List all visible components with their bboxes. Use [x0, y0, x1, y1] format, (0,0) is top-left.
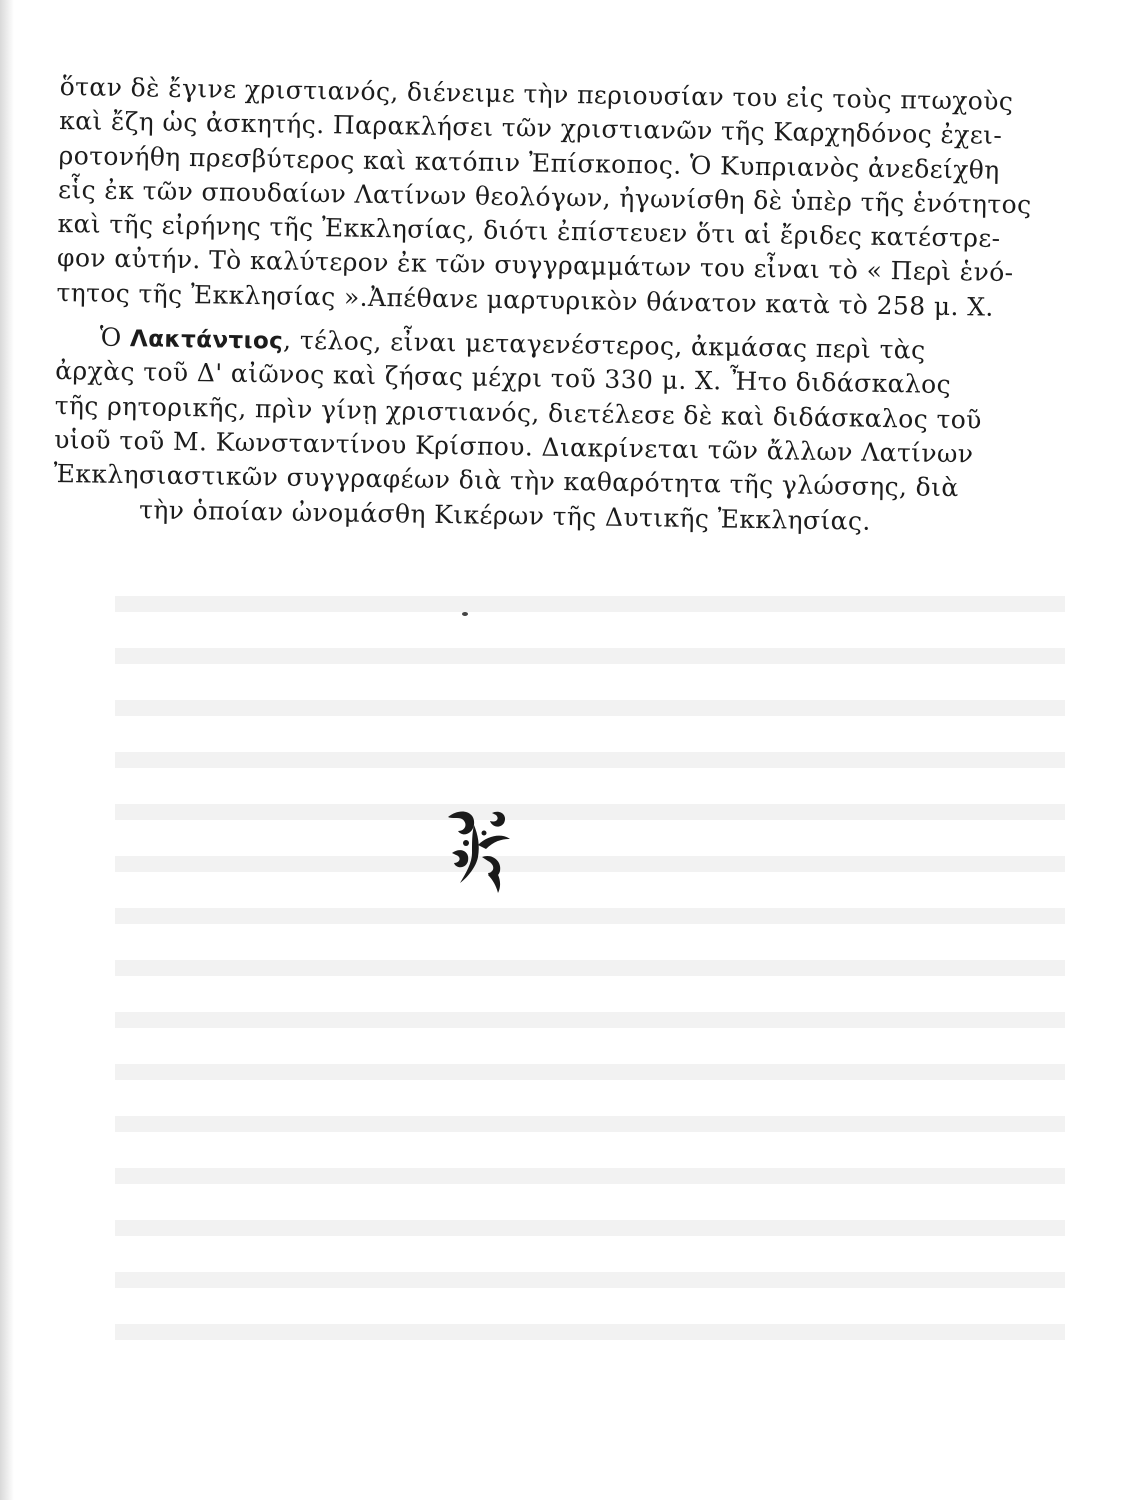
text-line: καὶ τῆς εἰρήνης τῆς Ἐκκλησίας, διότι ἐπίστευεν ὅτι αἱ ἔριδες κατέστρε- [57, 209, 1001, 253]
text-line: ὅταν δὲ ἔγινε χριστιανός, διένειμε τὴν περιουσίαν του εἰς τοὺς πτωχοὺς [59, 71, 1014, 116]
print-speck [462, 612, 468, 616]
text-line: τητος τῆς Ἐκκλησίας ».Ἀπέθανε μαρτυρικὸν θάνατον κατὰ τὸ 258 μ. Χ. [56, 277, 994, 322]
bold-name: Λακτάντιος [129, 326, 284, 355]
page-gutter-shadow [0, 0, 14, 1500]
text-line: υἱοῦ τοῦ Μ. Κωνσταντίνου Κρίσπου. Διακρίνεται τῶν ἄλλων Λατίνων [53, 424, 974, 469]
floral-ornament-icon [438, 805, 518, 895]
text-line: τῆς ρητορικῆς, πρὶν γίνῃ χριστιανός, διετέλεσε δὲ καὶ διδάσκαλος τοῦ [54, 390, 982, 435]
show-through-text [115, 560, 1065, 1350]
paragraph-lactantius [53, 320, 982, 539]
paragraph-opening-rest: , τέλος, εἶναι μεταγενέστερος, ἀκμάσας περὶ τὰς [282, 325, 926, 365]
text-line: Ἐκκλησιαστικῶν συγγραφέων διὰ τὴν καθαρότητα τῆς γλώσσης, διὰ [53, 459, 959, 503]
text-line: καὶ ἔζη ὡς ἀσκητής. Παρακλήσει τῶν χριστιανῶν τῆς Καρχηδόνος ἐχει- [58, 106, 1003, 151]
text-line-last: τὴν ὁποίαν ὠνομάσθη Κικέρων τῆς Δυτικῆς Ἐκκλησίας. [138, 494, 871, 536]
text-line: ἀρχὰς τοῦ Δ' αἰῶνος καὶ ζήσας μέχρι τοῦ 330 μ. Χ. Ἦτο διδάσκαλος [55, 356, 952, 400]
paragraph-opening: Ὁ [99, 322, 131, 353]
paragraph-cyprian [56, 70, 1032, 323]
text-line: ροτονήθη πρεσβύτερος καὶ κατόπιν Ἐπίσκοπος. Ὁ Κυπριανὸς ἀνεδείχθη [58, 140, 1000, 185]
body-text [53, 70, 1032, 539]
text-line: εἷς ἐκ τῶν σπουδαίων Λατίνων θεολόγων, ἠγωνίσθη δὲ ὑπὲρ τῆς ἑνότητος [57, 174, 1032, 220]
text-line: φον αὐτήν. Τὸ καλύτερον ἐκ τῶν συγγραμμάτων του εἶναι τὸ « Περὶ ἑνό- [56, 243, 1014, 288]
